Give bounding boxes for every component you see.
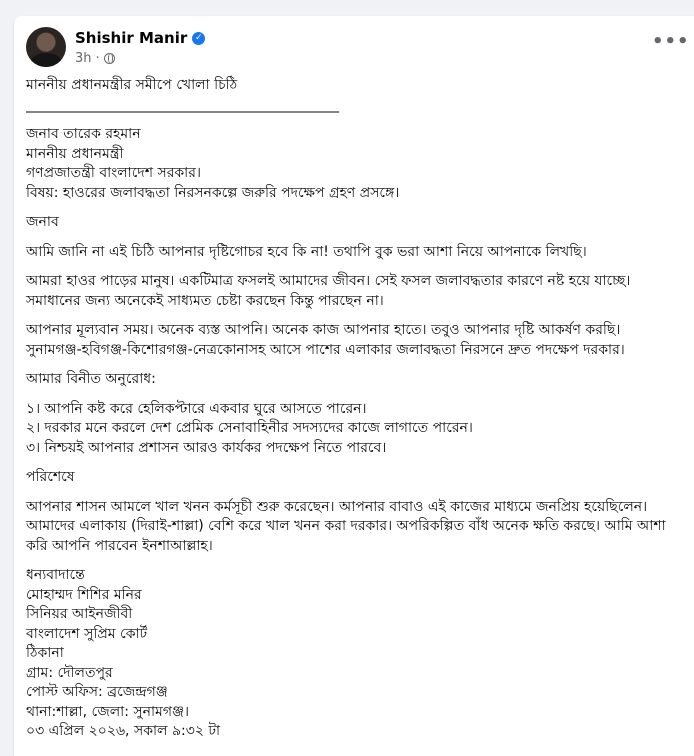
author-row	[75, 28, 205, 48]
subject-line: বিষয়: হাওরের জলাবদ্ধতা নিরসনকল্পে জরুরি পদক্ষেপ গ্রহণ প্রসঙ্গে।	[26, 184, 400, 201]
signature-line: গ্রাম: দৌলতপুর	[26, 664, 113, 681]
signature-line: বাংলাদেশ সুপ্রিম কোর্ট	[26, 625, 148, 642]
addressee-line: জনাব তারেক রহমান	[26, 126, 141, 142]
signature-line: সিনিয়র আইনজীবী	[26, 606, 133, 622]
requests-heading: আমার বিনীত অনুরোধ:	[26, 371, 156, 387]
addressee-line: মাননীয় প্রধানমন্ত্রী	[26, 145, 124, 162]
more-options-button[interactable]: •••	[652, 31, 690, 52]
paragraph-2: আমরা হাওর পাড়ের মানুষ। একটিমাত্র ফসলই আমাদের জীবন। সেই ফসল জলাবদ্ধতার কারণে নষ্ট হয়ে যাচ্ছে। সমাধানের জন্য অনেকেই সাধ্যমত চেষ্টা করছেন কিন্তু পারছেন না।	[26, 273, 631, 309]
meta-separator: ·	[95, 50, 100, 66]
signature-date: ০৩ এপ্রিল ২০২৬, সকাল ৯:৩২ টা	[26, 723, 221, 739]
post-meta	[75, 50, 115, 66]
request-item: ২। দরকার মনে করলে দেশ প্রেমিক সেনাবাহিনীর সদস্যদের কাজে লাগাতে পারেন।	[26, 420, 473, 436]
request-item: ৩। নিশ্চয়ই আপনার প্রশাসন আরও কার্যকর পদক্ষেপ নিতে পারবে।	[26, 439, 387, 456]
signature-line: ধন্যবাদান্তে	[26, 567, 85, 583]
globe-icon[interactable]	[104, 53, 115, 64]
signature-line: থানা:শাল্লা, জেলা: সুনামগঞ্জ।	[26, 703, 189, 720]
closing-heading: পরিশেষে	[26, 469, 75, 485]
addressee-line: গণপ্রজাতন্ত্রী বাংলাদেশ সরকার।	[26, 165, 201, 181]
post-body	[26, 76, 676, 742]
post-card	[14, 16, 694, 756]
author-name[interactable]: Shishir Manir	[75, 29, 188, 47]
signature-line: পোস্ট অফিস: ব্রজেন্দ্রগঞ্জ	[26, 684, 168, 700]
paragraph-3: আপনার মূল্যবান সময়। অনেক ব্যস্ত আপনি। অনেক কাজ আপনার হাতে। তবুও আপনার দৃষ্টি আকর্ষণ করছি। সুনামগঞ্জ-হবিগঞ্জ-কিশোরগঞ্জ-নেত্রকোনাসহ আসে পাশের এলাকার জলাবদ্ধতা নিরসনে দ্রুত পদক্ষেপ দরকার।	[26, 322, 625, 358]
salutation: জনাব	[26, 214, 59, 230]
letter-title: মাননীয় প্রধানমন্ত্রীর সমীপে খোলা চিঠি	[26, 77, 238, 93]
title-underline: ____________________________________________________	[26, 96, 338, 113]
post-timestamp[interactable]: 3h	[75, 50, 92, 66]
verified-badge-icon: ✓	[192, 32, 205, 45]
request-item: ১। আপনি কষ্ট করে হেলিকপ্টারে একবার ঘুরে আসতে পারেন।	[26, 400, 367, 417]
post-header	[26, 26, 690, 70]
avatar-figure	[30, 53, 62, 67]
paragraph-4: আপনার শাসন আমলে খাল খনন কর্মসূচী শুরু করেছেন। আপনার বাবাও এই কাজের মাধ্যমে জনপ্রিয় হয়েছিলেন। আমাদের এলাকায় (দিরাই-শাল্লা) বেশি করে খাল খনন করা দরকার। অপরিকল্পিত বাঁধ অনেক ক্ষতি করছে। আমি আশা করি আপনি পারবেন ইনশাআল্লাহ।	[26, 498, 666, 554]
signature-line: মোহাম্মদ শিশির মনির	[26, 586, 142, 603]
author-avatar[interactable]	[26, 27, 66, 67]
signature-line: ঠিকানা	[26, 645, 64, 661]
paragraph-1: আমি জানি না এই চিঠি আপনার দৃষ্টিগোচর হবে কি না! তথাপি বুক ভরা আশা নিয়ে আপনাকে লিখছি।	[26, 243, 587, 260]
